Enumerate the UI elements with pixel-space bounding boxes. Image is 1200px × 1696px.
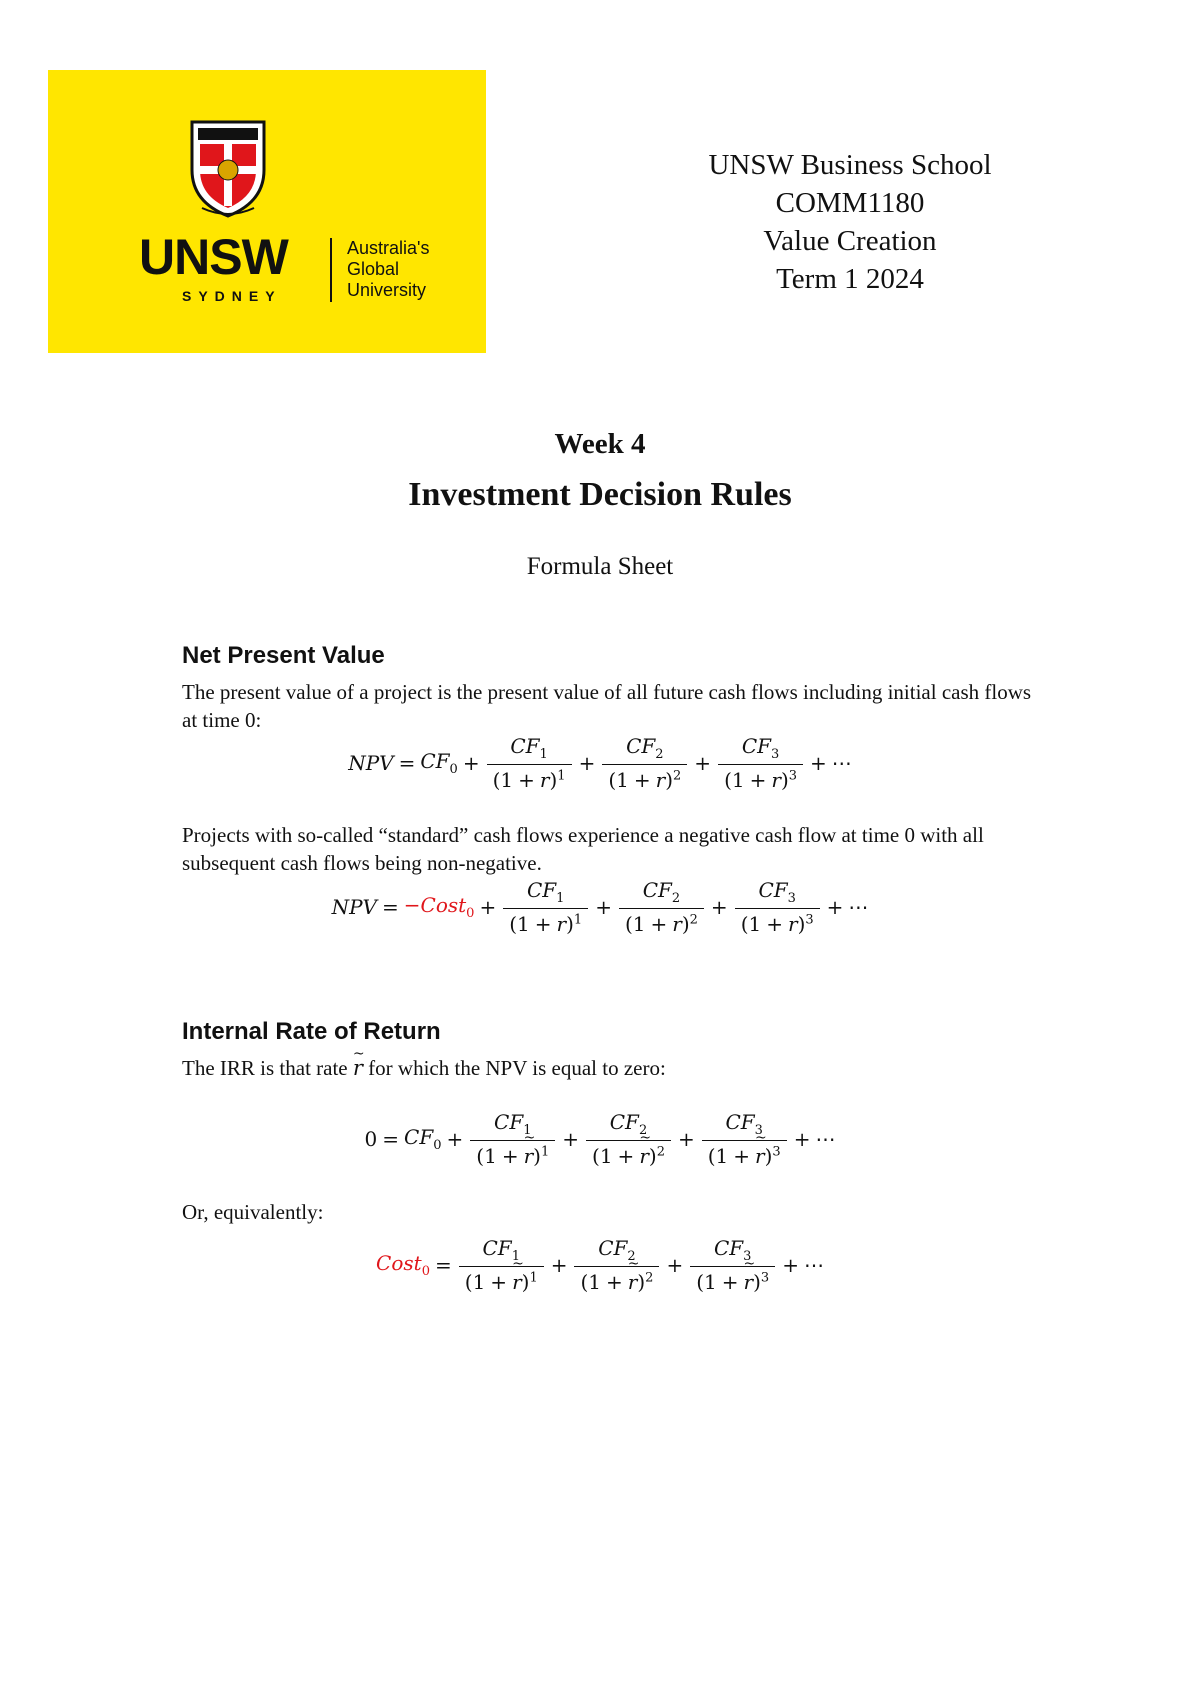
math-op: = bbox=[381, 895, 399, 919]
logo-wordmark: UNSW bbox=[139, 229, 288, 285]
npv-standard-formula bbox=[0, 878, 1200, 936]
math-op: + bbox=[826, 895, 844, 919]
logo-tagline bbox=[347, 238, 477, 301]
fraction: $\frac{CF_3}{(1 + r)^3}$ bbox=[735, 878, 820, 936]
fraction: $\frac{CF_3}{(1 +\sim r)^3}$ bbox=[702, 1110, 787, 1168]
logo-tagline-line: Global bbox=[347, 259, 400, 279]
unsw-logo bbox=[48, 70, 486, 353]
page-title: Investment Decision Rules bbox=[408, 476, 792, 513]
math-cost-term: Cost$_0$ bbox=[376, 1251, 430, 1279]
math-term: $CF_0$ bbox=[420, 749, 458, 777]
math-op: + bbox=[562, 1127, 579, 1151]
math-op: + bbox=[710, 895, 728, 919]
math-op: + bbox=[479, 895, 497, 919]
fraction: $\frac{CF_1}{(1 +\sim r)^1}$ bbox=[459, 1236, 544, 1294]
logo-tagline-line: University bbox=[347, 280, 427, 300]
math-op: = bbox=[398, 751, 416, 775]
logo-tagline-line: Australia's bbox=[347, 238, 430, 258]
fraction: $\frac{CF_2}{(1 +\sim r)^2}$ bbox=[586, 1110, 671, 1168]
math-op: + bbox=[793, 1127, 811, 1151]
math-op: + bbox=[666, 1253, 684, 1277]
math-op: + bbox=[462, 751, 480, 775]
fraction: $\frac{CF_2}{(1 +\sim r)^2}$ bbox=[574, 1236, 659, 1294]
equivalently-label: Or, equivalently: bbox=[182, 1200, 324, 1224]
page-subtitle: Formula Sheet bbox=[526, 553, 674, 580]
irr-formula bbox=[0, 1110, 1200, 1168]
header-term: Term 1 2024 bbox=[776, 263, 924, 295]
header-course-code: COMM1180 bbox=[775, 187, 925, 219]
math-ellipsis: ⋯ bbox=[848, 895, 869, 919]
math-op: + bbox=[782, 1253, 799, 1277]
fraction: $\frac{CF_3}{(1 +\sim r)^3}$ bbox=[690, 1236, 775, 1294]
math-term: $CF_0$ bbox=[404, 1125, 442, 1153]
math-ellipsis: ⋯ bbox=[803, 1253, 824, 1277]
math-npv: NPV bbox=[348, 751, 394, 775]
math-op: + bbox=[446, 1127, 464, 1151]
fraction: $\frac{CF_3}{(1 + r)^3}$ bbox=[718, 734, 803, 792]
math-r-tilde: ~ r bbox=[353, 1054, 363, 1082]
math-op: + bbox=[595, 895, 612, 919]
npv-description: The present value of a project is the present value of all future cash flows including initial cash flows at time 0: bbox=[182, 680, 1032, 732]
section-heading-npv: Net Present Value bbox=[182, 642, 385, 669]
course-header bbox=[640, 146, 1060, 298]
logo-divider bbox=[330, 238, 332, 302]
fraction: $\frac{CF_2}{(1 + r)^2}$ bbox=[602, 734, 687, 792]
irr-cost-formula bbox=[0, 1236, 1200, 1294]
week-label: Week 4 bbox=[554, 428, 646, 460]
math-op: + bbox=[694, 751, 712, 775]
math-op: + bbox=[677, 1127, 695, 1151]
fraction: $\frac{CF_1}{(1 + r)^1}$ bbox=[487, 734, 572, 792]
npv-formula bbox=[0, 734, 1200, 792]
logo-city: SYDNEY bbox=[182, 288, 282, 304]
fraction: $\frac{CF_2}{(1 + r)^2}$ bbox=[619, 878, 704, 936]
fraction: $\frac{CF_1}{(1 +\sim r)^1}$ bbox=[470, 1110, 555, 1168]
fraction: $\frac{CF_1}{(1 + r)^1}$ bbox=[503, 878, 588, 936]
math-op: = bbox=[382, 1127, 400, 1151]
header-course-name: Value Creation bbox=[763, 225, 937, 257]
section-heading-irr: Internal Rate of Return bbox=[182, 1018, 441, 1045]
irr-description: The IRR is that rate ~ r for which the NPV is equal to zero: bbox=[182, 1054, 1042, 1082]
math-ellipsis: ⋯ bbox=[815, 1127, 836, 1151]
math-ellipsis: ⋯ bbox=[831, 751, 852, 775]
unsw-crest-icon bbox=[188, 118, 268, 218]
math-npv: NPV bbox=[331, 895, 377, 919]
math-op: + bbox=[810, 751, 827, 775]
standard-cash-flow-description: Projects with so-called “standard” cash flows experience a negative cash flow at time 0 with all subsequent cash flows being non-negative. bbox=[182, 823, 984, 875]
math-op: + bbox=[550, 1253, 568, 1277]
math-zero: 0 bbox=[364, 1127, 378, 1151]
header-school: UNSW Business School bbox=[708, 149, 992, 181]
math-op: + bbox=[578, 751, 596, 775]
math-cost-term: −Cost$_0$ bbox=[403, 893, 475, 921]
math-op: = bbox=[434, 1253, 452, 1277]
